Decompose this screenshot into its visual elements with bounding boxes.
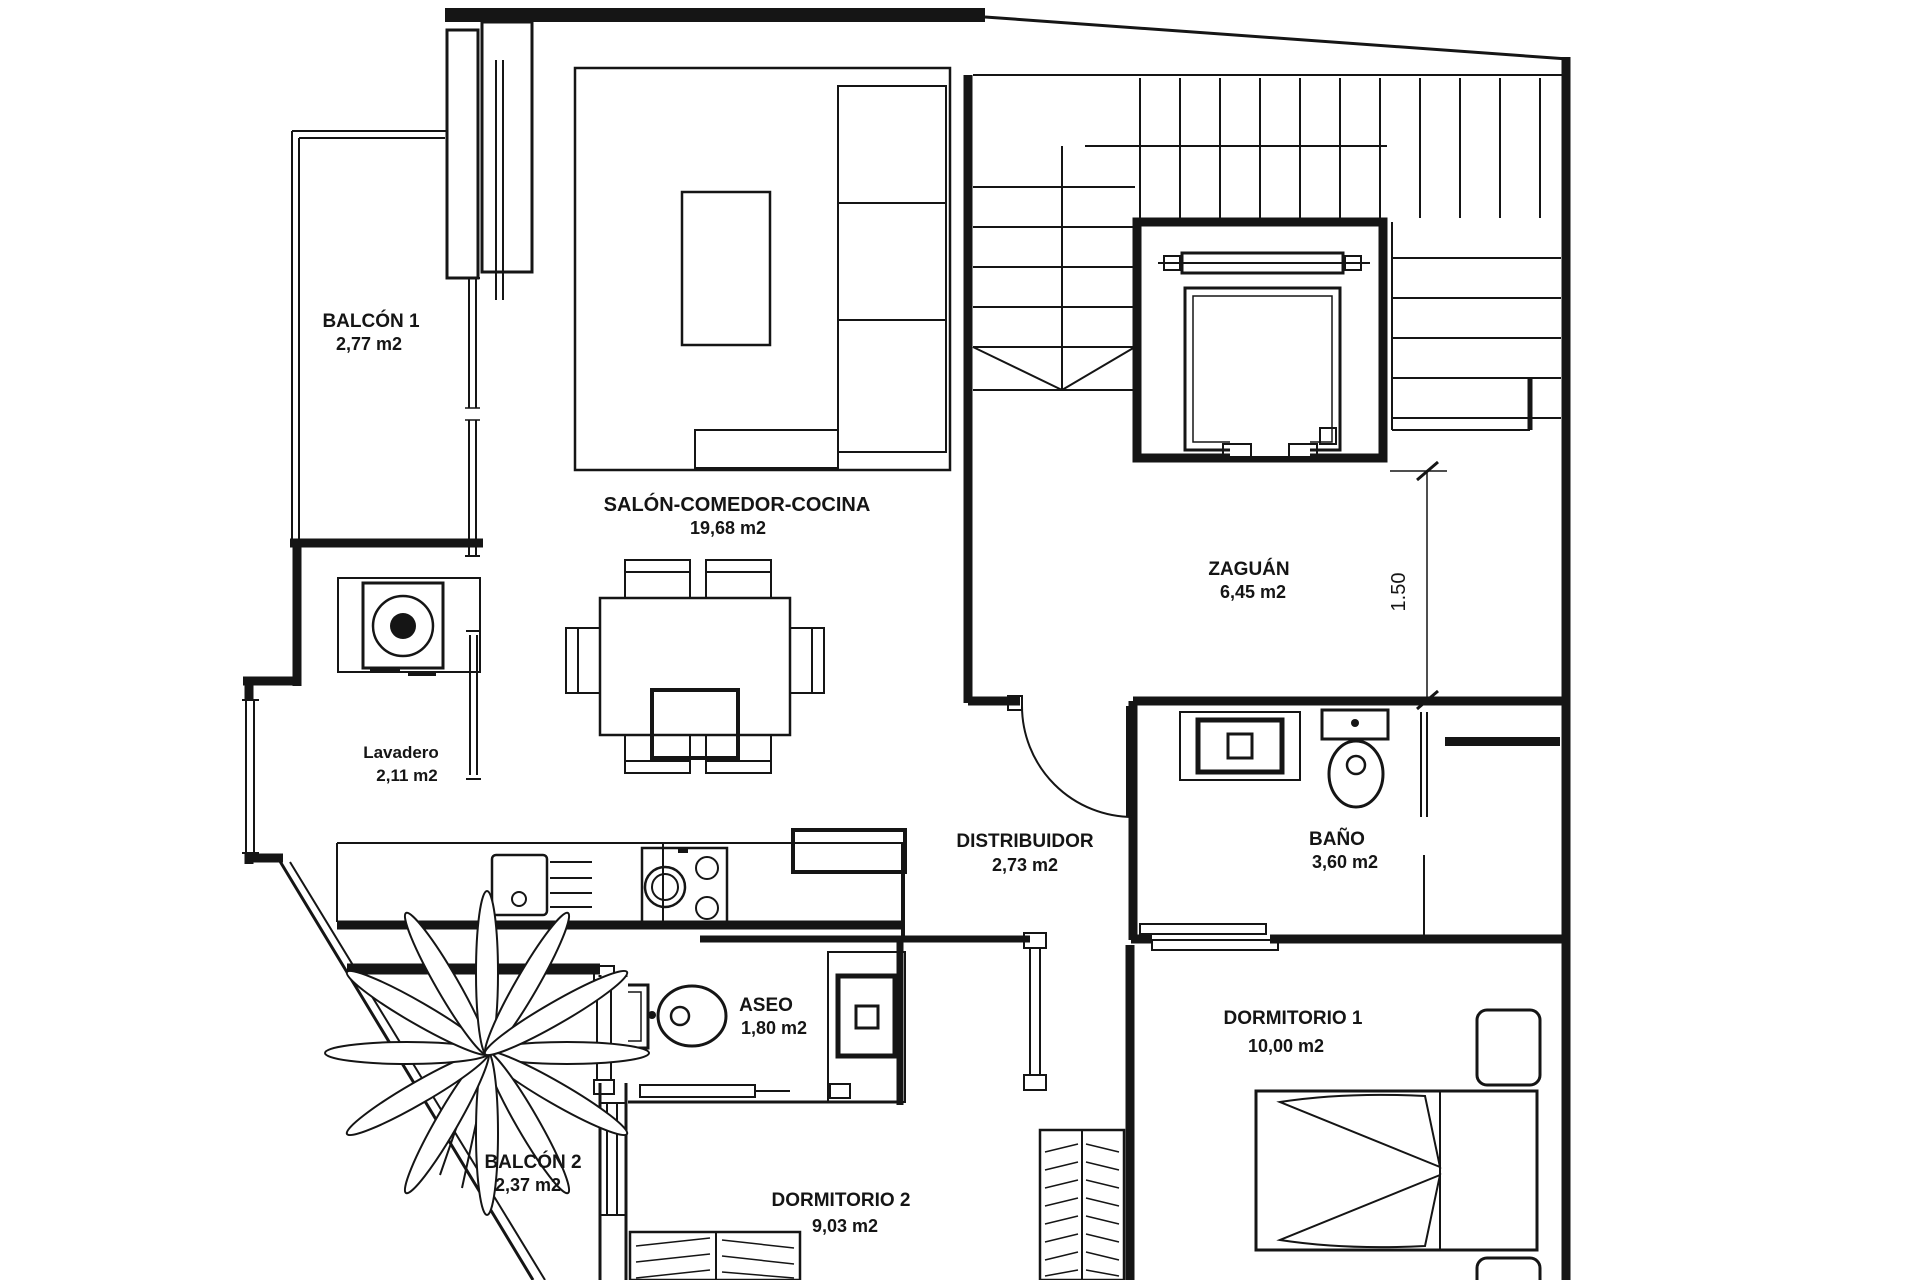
kitchen [337,690,905,925]
sink-drain [512,892,526,906]
dining-table [600,598,790,735]
toilet-bowl [658,986,726,1046]
aseo [608,952,905,1102]
salon-window-mullion [465,408,480,420]
closet-door-detail [496,60,503,300]
elevator-cab [1185,288,1340,450]
room-name: DORMITORIO 1 [1223,1008,1363,1029]
washer-door [390,613,416,639]
kitchen-counter [337,843,905,922]
shower-screen [1421,712,1427,935]
entry-door [1008,696,1133,817]
door-swing-arc [1022,706,1133,817]
sink-drainboard [550,862,592,907]
dimension-1-50 [1388,462,1447,709]
room-area: 19,68 m2 [689,518,767,538]
room-area: 6,45 m2 [1219,582,1287,602]
stair-treads-right [1392,222,1561,430]
dorm2-door [1024,933,1046,1090]
distribuidor [956,831,1094,1090]
room-name: BAÑO [1309,829,1365,850]
vanity-basin [1198,720,1282,772]
room-area: 2,37 m2 [494,1175,562,1195]
lavadero-window [242,700,259,853]
door-leaf [640,1085,755,1097]
room-name: ZAGUÁN [1208,559,1290,580]
wardrobe-closet [447,22,532,300]
sofa [838,86,946,452]
top-right-diagonal-wall [985,17,1568,59]
room-name: BALCÓN 1 [322,311,420,332]
closet-right [482,22,532,272]
salon-window [465,278,480,556]
sofa-cushion-lines [838,203,946,320]
balcony1 [292,131,480,556]
cooktop-control [678,849,688,853]
wardrobe-low [630,1232,800,1280]
elevator-shaft [1137,222,1383,458]
room-name: DORMITORIO 2 [771,1190,911,1211]
hanger-hatch [1045,1144,1078,1276]
door-jamb [1024,1075,1046,1090]
chair [566,628,600,693]
door-leaf [1140,924,1266,934]
vanity-sink [856,1006,878,1028]
lavadero [242,578,481,853]
room-area: 2,73 m2 [991,855,1059,875]
vanity-sink [1228,734,1252,758]
dining-set [566,492,870,773]
door-leaf [1152,940,1278,950]
room-name: ASEO [739,995,793,1016]
stair-treads-top [1140,78,1540,218]
burner-small [696,897,718,919]
stair-direction-arrow [973,347,1135,390]
towel-rail [1445,737,1560,746]
counter-appliance [793,830,905,872]
toilet [1322,710,1388,807]
nightstand [1477,1258,1540,1280]
vanity [828,952,905,1102]
hanger-hatch [1086,1144,1119,1276]
room-name: BALCÓN 2 [484,1152,582,1173]
chair [625,560,690,598]
room-area: 1,80 m2 [740,1018,808,1038]
living-area [575,68,950,470]
lavadero-door [466,631,481,779]
closet-left [447,30,478,278]
pillow [1280,1095,1440,1167]
nightstand [1477,1010,1540,1085]
burner-small [696,857,718,879]
dormitorio1 [1224,1008,1541,1280]
coffee-table [682,192,770,345]
room-area: 3,60 m2 [1311,852,1379,872]
wardrobe-tall [1040,1130,1124,1280]
room-name: DISTRIBUIDOR [956,831,1094,852]
chair [706,560,771,598]
room-area: 9,03 m2 [811,1216,879,1236]
room-name: SALÓN-COMEDOR-COCINA [603,494,871,516]
chair [790,628,824,693]
aseo-door [640,1085,790,1097]
vanity-basin [838,976,895,1056]
room-area: 2,11 m2 [376,766,438,785]
fridge [652,690,738,758]
room-area: 2,77 m2 [335,334,403,354]
living-rug [575,68,950,470]
elevator [1137,222,1383,458]
chair [625,735,690,773]
room-area: 10,00 m2 [1247,1036,1325,1056]
bathroom [1140,710,1560,950]
zaguan [1208,462,1447,709]
room-name: Lavadero [363,743,439,762]
pillow [1280,1175,1440,1247]
sofa-chaise [695,430,838,468]
dormitorio2 [594,966,1124,1280]
dorm1-door [1140,924,1278,950]
door-leaf [1030,948,1040,1075]
dimension-label: 1.50 [1388,572,1410,612]
